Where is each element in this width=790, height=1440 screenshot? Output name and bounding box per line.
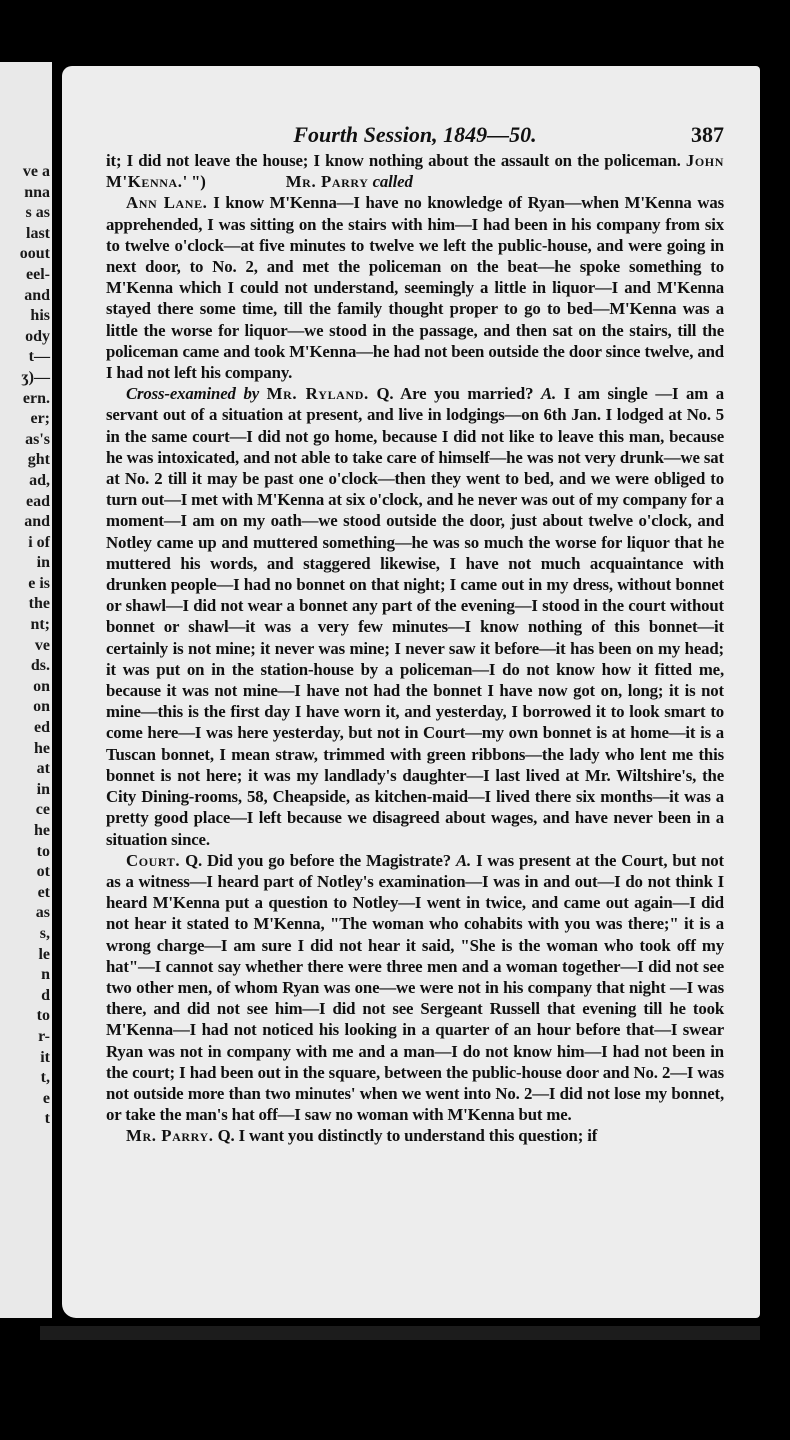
previous-page-fragment: n: [41, 966, 50, 984]
previous-page-fragment: t,: [40, 1069, 50, 1087]
previous-page-fragment: to: [36, 1007, 50, 1025]
previous-page-fragment: he: [34, 739, 50, 757]
previous-page-fragment: ead: [26, 492, 50, 510]
body-paragraph: [106, 192, 724, 383]
book-bottom-edge: [40, 1326, 760, 1340]
previous-page-fragment: in: [36, 780, 50, 798]
previous-page-fragment: s,: [39, 924, 50, 942]
previous-page-fragment: ody: [25, 327, 50, 345]
previous-page-fragment: ve: [34, 636, 50, 654]
italic-text: Cross-examined by: [126, 384, 267, 404]
speaker-name: Ann Lane.: [126, 193, 208, 213]
page-number: 387: [691, 122, 724, 147]
paragraph-text: Q. Did you go before the Magistrate?: [180, 850, 457, 870]
previous-page-fragment: as: [35, 904, 50, 922]
previous-page-fragment: he: [34, 822, 50, 839]
previous-page-fragment: ed: [34, 719, 50, 737]
previous-page-fragment: e is: [28, 574, 50, 592]
italic-text: A.: [540, 384, 557, 404]
previous-page-fragment: ght: [27, 451, 50, 469]
paragraph-text: ' "): [182, 172, 206, 192]
previous-page-fragment: last: [26, 224, 50, 242]
paragraph-text: I know M'Kenna—I have no knowledge of Ryan—when M'Kenna was apprehended, I was sitting on the stairs with him—I had been in his company from six to twelve o'clock—at five minutes to twelve we left the public-house, and were going in next door, to No. 2, and met the policeman on the beat—he spoke something to M'Kenna which I could not understand, seemingly a little in liquor—I and M'Kenna stayed there some time, till the family thought proper to go to bed—M'Kenna was a little the worse for liquor—we stood in the passage, and then sat on the stairs, till the policeman came and took M'Kenna—he had not been outside the door since twelve, and I had not left his company.: [106, 193, 724, 383]
previous-page-fragment: eel-: [26, 265, 50, 283]
previous-page-fragment: er;: [30, 410, 50, 428]
speaker-name: Mr. Parry: [285, 172, 369, 192]
paragraph-text: Q. I want you distinctly to understand this question; if: [213, 1126, 598, 1146]
previous-page-fragment: the: [28, 595, 50, 613]
body-text: [106, 150, 724, 1147]
previous-page-fragment: ce: [35, 801, 50, 819]
paragraph-text: Q. Are you married?: [368, 384, 541, 404]
previous-page-fragment: in: [36, 554, 50, 572]
previous-page-fragment: r-: [38, 1027, 50, 1045]
previous-page-fragment: ern.: [22, 389, 50, 407]
previous-page-fragment: nna: [24, 183, 50, 201]
running-title: Fourth Session, 1849—50.: [293, 122, 537, 147]
speaker-name: John M'Kenna.: [106, 151, 724, 192]
body-paragraph: [106, 850, 724, 1126]
previous-page-fragment: ʒ)—: [21, 368, 50, 386]
italic-text: called: [368, 172, 413, 192]
previous-page-fragment: and: [24, 286, 50, 304]
previous-page-fragment: to: [36, 842, 50, 860]
previous-page-fragment: le: [38, 945, 50, 963]
previous-page-fragment: t—: [28, 348, 50, 366]
paragraph-text: I am single —I am a servant out of a situation at present, and live in lodgings—on 6th Jan. I lodged at No. 5 in the same court—I did not go home, because I did not like to leave this man, because he was intoxicated, and not able to take care of himself—he was not very drunk—we sat at No. 2 till it may be past one o'clock—then they went to bed, and we were obliged to turn out—I met with M'Kenna at six o'clock, and he never was out of my company for a moment—I am on my oath—we stood outside the door, just about twelve o'clock, and Notley came up and muttered something—he was so much the worse for liquor that he muttered his words, and staggered likewise, I have not much acquaintance with drunken people—I had no bonnet on that night; I came out in my dress, without bonnet or shawl—I did not wear a bonnet any part of the evening—I stood in the court without bonnet or shawl—it was a very few minutes—I know nothing of this bonnet—it certainly is not mine; it never was mine; I never saw it before—it has been on my head; it was put on in the station-house by a policeman—I do not know how it fitted me, because it was not mine—I have not had the bonnet I have now got on, long; it is not mine—this is the first day I have worn it, and yesterday, I borrowed it to look smart to come here—I was here yesterday, but not in Court—my own bonnet is at home—it is a Tuscan bonnet, I mean straw, trimmed with green ribbons—the lady who lent me this bonnet is not here; it was my landlady's daughter—I last lived at Mr. Wiltshire's, the City Dining-rooms, 58, Cheapside, as kitchen-maid—I lived there six months—it was a pretty good place—I left because we disagreed about wages, and have never been in a situation since.: [106, 384, 724, 849]
paragraph-text: it; I did not leave the house; I know nothing about the assault on the policeman.: [106, 151, 686, 170]
body-paragraph: [106, 150, 724, 192]
page-content: [106, 122, 724, 1147]
previous-page-fragment: ad,: [29, 471, 50, 489]
previous-page-fragment: et: [37, 883, 50, 901]
running-head: [106, 122, 724, 148]
previous-page-fragment: and: [24, 513, 50, 531]
previous-page-fragment: oout: [19, 245, 50, 263]
previous-page-fragment: at: [36, 760, 50, 778]
body-paragraph: [106, 1125, 724, 1146]
previous-page-edge: [0, 62, 52, 1318]
previous-page-text-fragments: [20, 162, 50, 1130]
speaker-name: Mr. Parry.: [126, 1126, 214, 1146]
previous-page-fragment: ds.: [30, 657, 50, 675]
previous-page-fragment: t: [44, 1110, 50, 1128]
previous-page-fragment: i of: [28, 533, 50, 551]
previous-page-fragment: his: [30, 307, 50, 325]
previous-page-fragment: nt;: [30, 616, 50, 634]
previous-page-fragment: it: [40, 1048, 50, 1066]
previous-page-fragment: ve a: [22, 163, 50, 180]
previous-page-fragment: s as: [25, 204, 50, 222]
book-page: [62, 66, 760, 1318]
previous-page-fragment: ot: [36, 863, 50, 881]
previous-page-fragment: as's: [25, 430, 50, 448]
italic-text: A.: [456, 850, 472, 870]
previous-page-fragment: d: [41, 986, 50, 1004]
speaker-name: Court.: [126, 850, 181, 870]
previous-page-fragment: on: [33, 698, 50, 716]
previous-page-fragment: e: [42, 1089, 50, 1107]
body-paragraph: [106, 383, 724, 849]
previous-page-fragment: on: [33, 677, 50, 695]
paragraph-text: I was present at the Court, but not as a witness—I heard part of Notley's examination—I was in and out—I do not think I heard M'Kenna put a question to Notley—I went in twice, and came out again—I did not hear it stated to M'Kenna, "The woman who cohabits with you was there;" it is a wrong charge—I am sure I did not hear it said, "She is the woman who took off my hat"—I cannot say whether there were three men and a woman together—I did not see two other men, of whom Ryan was one—we were not in his company that night —I was there, and did not see him—I did not see Sergeant Russell that evening till he took M'Kenna—I had not noticed his looking in a quarter of an hour before that—I swear Ryan was not in company with me and a man—I do not know him—I had not been in the court; I had been out in the square, between the public-house door and No. 2—I was not outside more than two minutes' when we went into No. 2—I did not lose my bonnet, or take the man's hat off—I saw no woman with M'Kenna but me.: [106, 850, 724, 1125]
speaker-name: Mr. Ryland.: [266, 384, 369, 404]
